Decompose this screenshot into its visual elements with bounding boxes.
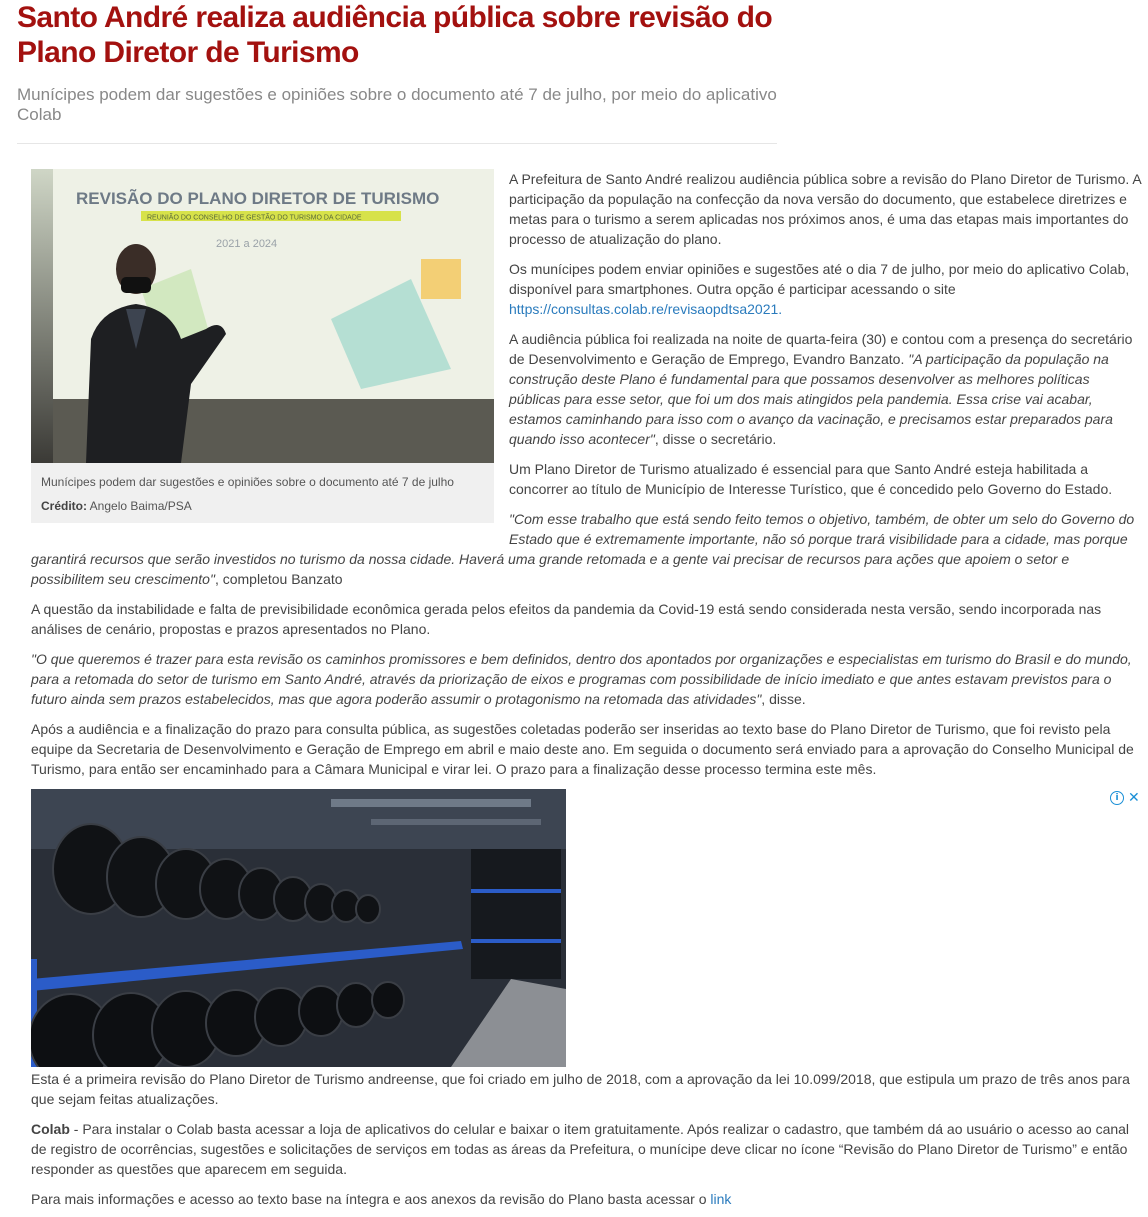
paragraph-5-tail: , completou Banzato	[214, 571, 343, 587]
paragraph-3	[509, 329, 1143, 449]
divider	[17, 143, 777, 144]
paragraph-3-text: A audiência pública foi realizada na noite de quarta-feira (30) e contou com a presença do secretário de Desenvolvimento e Geração de Emprego, Evandro Banzato.	[509, 331, 1133, 367]
paragraph-6: A questão da instabilidade e falta de previsibilidade econômica gerada pelos efeitos da pandemia da Covid-19 está sendo considerada nesta versão, sendo incorporada nas análises de cenário, propostas e prazos apresentados no Plano.	[31, 601, 1102, 637]
article-photo-figure	[31, 169, 494, 523]
photo-screen-title: REVISÃO DO PLANO DIRETOR DE TURISMO	[76, 189, 440, 208]
paragraph-2-text: Os munícipes podem enviar opiniões e sugestões até o dia 7 de julho, por meio do aplicativo Colab, disponível para smartphones. Outra opção é participar acessando o site	[509, 261, 1130, 297]
paragraph-3-tail: , disse o secretário.	[654, 431, 777, 447]
paragraph-8: Após a audiência e a finalização do prazo para consulta pública, as sugestões coletadas poderão ser inseridas ao texto base do Plano Diretor de Turismo, que foi revisto pela equipe da Secretaria de Desenvolvimento e Geração de Emprego em abril e maio deste ano. Em seguida o documento será enviado para a aprovação do Conselho Municipal de Turismo, para então ser encaminhado para a Câmara Municipal e virar lei. O prazo para a finalização desse processo termina este mês.	[31, 721, 1134, 777]
paragraph-7	[31, 649, 1143, 709]
paragraph-4: Um Plano Diretor de Turismo atualizado é essencial para que Santo André esteja habilitada a concorrer ao título de Município de Interesse Turístico, que é concedido pelo Governo do Estado.	[509, 461, 1113, 497]
article-subtitle: Munícipes podem dar sugestões e opiniões sobre o documento até 7 de julho, por meio do aplicativo Colab	[17, 85, 777, 124]
paragraph-11-text: Para mais informações e acesso ao texto base na íntegra e aos anexos da revisão do Plano basta acessar o	[31, 1191, 711, 1207]
colab-consultation-link[interactable]: https://consultas.colab.re/revisaopdtsa2021.	[509, 301, 783, 317]
paragraph-5-quote: "Com esse trabalho que está sendo feito temos o objetivo, também, de obter um selo do Governo do Estado que é extremamente importante, não só porque trará visibilidade para a cidade, mas porque garantirá recursos que serão investidos no turismo da nossa cidade. Haverá uma grande retomada e a gente vai precisar de recursos para ações que apoiem o setor e possibilitem seu crescimento"	[31, 511, 1135, 587]
photo-float-spacer	[31, 509, 509, 549]
paragraph-10	[31, 1119, 1143, 1179]
colab-label: Colab	[31, 1121, 70, 1137]
paragraph-11	[31, 1189, 1143, 1209]
paragraph-2	[509, 259, 1143, 319]
photo-screen-subtitle: REUNIÃO DO CONSELHO DE GESTÃO DO TURISMO DA CIDADE	[147, 214, 362, 222]
paragraph-1: A Prefeitura de Santo André realizou audiência pública sobre a revisão do Plano Diretor de Turismo. A participação da população na confecção da nova versão do documento, que estabelece diretrizes e metas para o turismo a serem aplicadas nos próximos anos, é uma das etapas mais importantes do processo de atualização do plano.	[509, 171, 1141, 247]
photo-credit-label: Crédito:	[41, 499, 87, 513]
article-photo	[31, 169, 494, 463]
paragraph-3-quote: "A participação da população na construção deste Plano é fundamental para que possamos desenvolver as melhores políticas públicas para esse setor, que foi um dos mais atingidos pela pandemia. Essa crise vai acabar, estamos caminhando para isso com o avanço da vacinação, e precisamos estar preparados para quando isso acontecer"	[509, 351, 1113, 447]
photo-caption: Munícipes podem dar sugestões e opiniões sobre o documento até 7 de julho	[41, 475, 454, 489]
advertisement-image[interactable]	[31, 789, 566, 1067]
paragraph-5	[31, 509, 1143, 589]
photo-credit-value: Angelo Baima/PSA	[89, 499, 192, 513]
more-info-link[interactable]: link	[710, 1191, 732, 1207]
info-icon[interactable]: i	[1110, 791, 1124, 805]
article-headline: Santo André realiza audiência pública sobre revisão do Plano Diretor de Turismo	[17, 1, 773, 69]
paragraph-9: Esta é a primeira revisão do Plano Diretor de Turismo andreense, que foi criado em julho de 2018, com a aprovação da lei 10.099/2018, que estipula um prazo de três anos para que sejam feitas atualizações.	[31, 1071, 1130, 1107]
paragraph-7-tail: , disse.	[761, 691, 806, 707]
paragraph-10-text: - Para instalar o Colab basta acessar a loja de aplicativos do celular e baixar o item gratuitamente. Após realizar o cadastro, que também dá ao usuário o acesso ao canal de registro de ocorrências, sugestões e solicitações de serviços em todas as áreas da Prefeitura, o munícipe deve clicar no ícone “Revisão do Plano Diretor de Turismo” e então responder as questões que aparecem em seguida.	[31, 1121, 1130, 1177]
photo-screen-years: 2021 a 2024	[216, 238, 278, 250]
close-icon[interactable]: ✕	[1128, 790, 1140, 806]
ad-controls	[1110, 790, 1140, 806]
paragraph-7-quote: "O que queremos é trazer para esta revisão os caminhos promissores e bem definidos, dentro dos apontados por organizações e especialistas em turismo do Brasil e do mundo, para a retomada do setor de turismo em Santo André, através da priorização de eixos e programas com possibilidade de início imediato e que antes estavam previstos para o futuro ainda sem prazos estabelecidos, mas que agora poderão assumir o protagonismo na retomada das atividades"	[31, 651, 1132, 707]
tire-warehouse-ad	[31, 789, 566, 1067]
